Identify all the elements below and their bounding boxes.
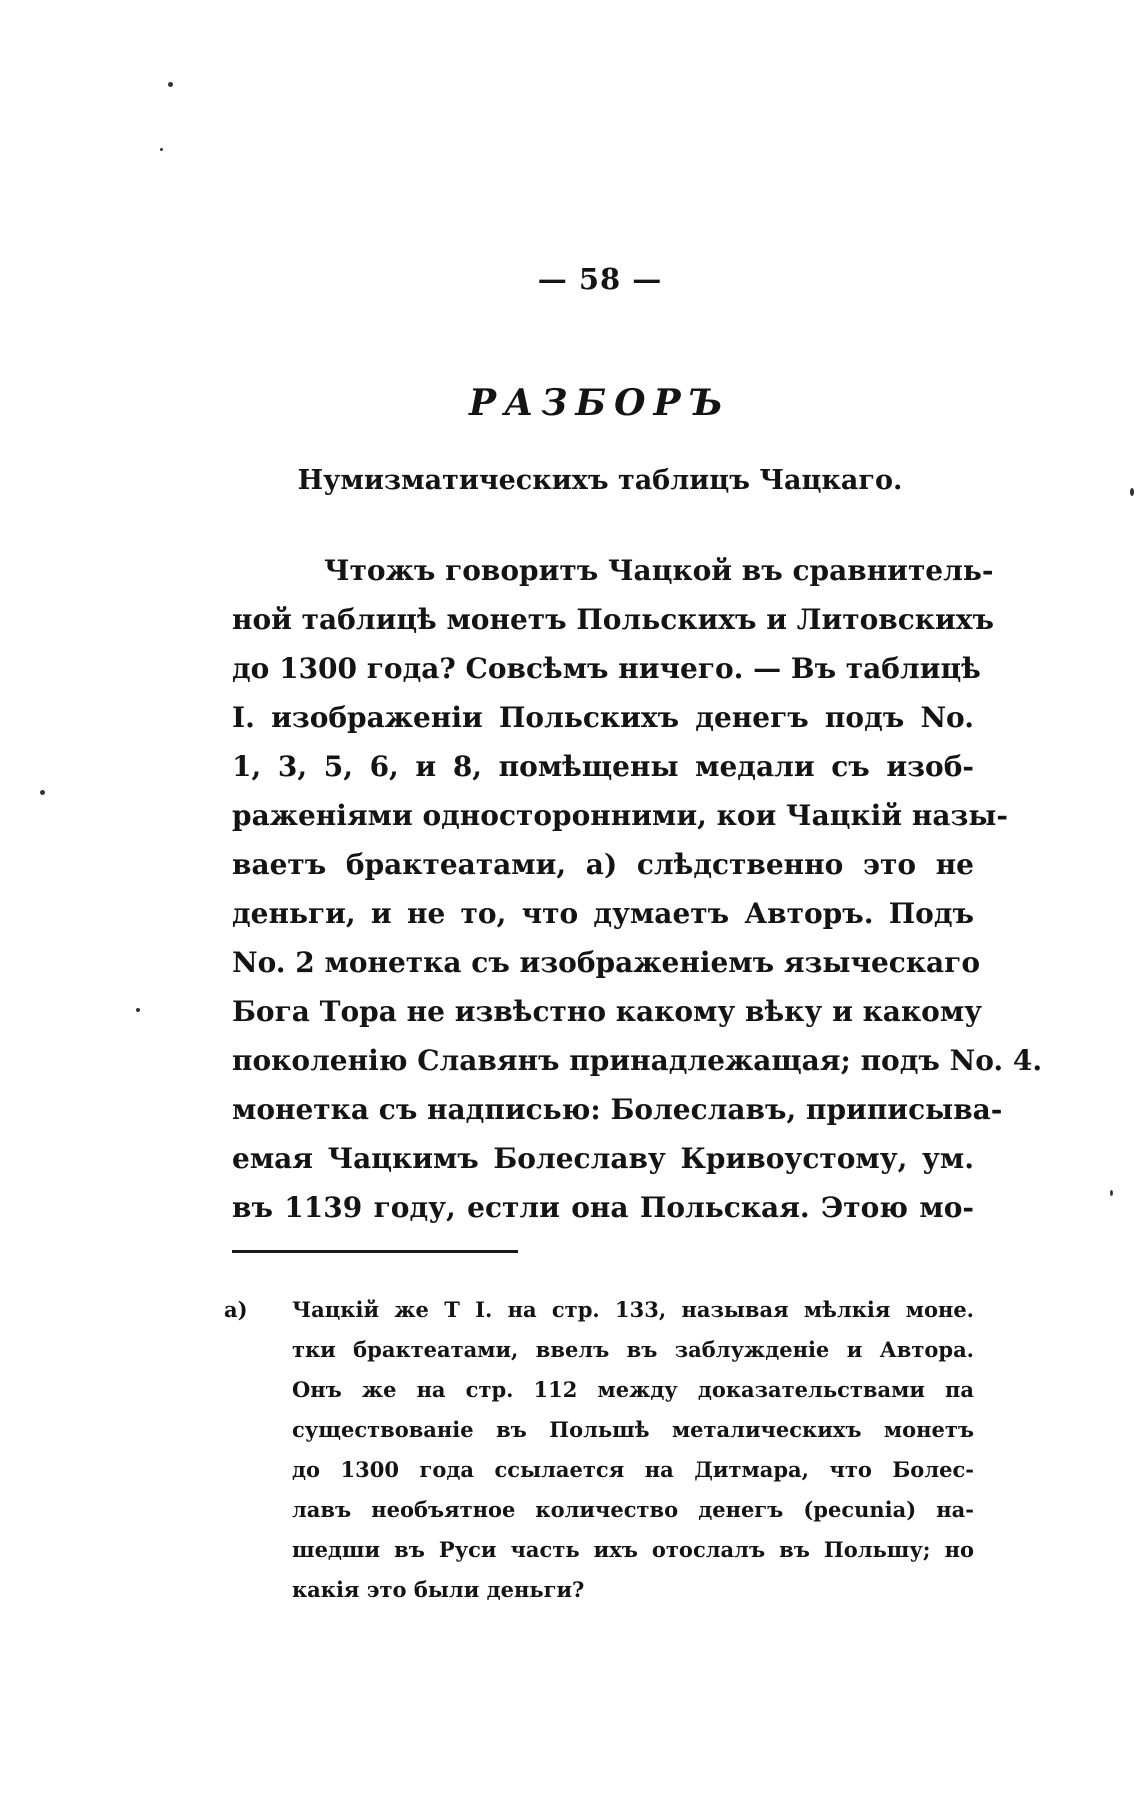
footnote-line: лавъ необъятное количество денегъ (pecunia) на- (292, 1497, 974, 1522)
footnote-line: тки брактеатами, ввелъ въ заблужденіе и Автора. (292, 1337, 974, 1362)
body-line: въ 1139 году, естли она Польская. Этою мо- (232, 1191, 974, 1224)
footnote-line: шедши въ Руси часть ихъ отослалъ въ Польшу; но (292, 1537, 974, 1562)
footnote (224, 1290, 974, 1610)
body-line: No. 2 монетка съ изображеніемъ языческаго (232, 946, 981, 979)
body-line: деньги, и не то, что думаетъ Авторъ. Подъ (232, 897, 974, 930)
scan-speck (1130, 488, 1134, 496)
scan-speck (40, 790, 45, 795)
chapter-title: РАЗБОРЪ (469, 382, 731, 424)
footnote-line: какія это были деньги? (292, 1577, 585, 1602)
body-line: I. изображеніи Польскихъ денегъ подъ No. (232, 701, 974, 734)
footnote-line: Онъ же на стр. 112 между доказательствами па (292, 1377, 974, 1402)
footnote-line: существованіе въ Польшѣ металическихъ монетъ (292, 1417, 974, 1442)
footnote-divider (232, 1250, 518, 1253)
scan-speck (136, 1008, 140, 1012)
footnote-line: Чацкій же Т I. на стр. 133, называя мѣлкія моне. (292, 1297, 974, 1322)
body-line: ваетъ брактеатами, а) слѣдственно это не (232, 848, 974, 881)
footnote-text (292, 1290, 974, 1610)
body-line: ной таблицѣ монетъ Польскихъ и Литовскихъ (232, 603, 994, 636)
body-line: до 1300 года? Совсѣмъ ничего. — Въ таблицѣ (232, 652, 981, 685)
footnote-line: до 1300 года ссылается на Дитмара, что Болес- (292, 1457, 974, 1482)
body-line: Чтожъ говоритъ Чацкой въ сравнитель- (324, 554, 994, 587)
body-line: поколенію Славянъ принадлежащая; подъ No. 4. (232, 1044, 1043, 1077)
scan-speck (1110, 1190, 1113, 1196)
body-line: монетка съ надписью: Болеславъ, приписыва- (232, 1093, 1003, 1126)
body-line: 1, 3, 5, 6, и 8, помѣщены медали съ изоб- (232, 750, 974, 783)
scan-speck (168, 82, 173, 87)
chapter-subtitle: Нумизматическихъ таблицъ Чацкаго. (297, 465, 903, 496)
body-line: раженіями односторонними, кои Чацкій назы- (232, 799, 1009, 832)
body-line: Бога Тора не извѣстно какому вѣку и какому (232, 995, 983, 1028)
body-paragraph (232, 546, 1043, 1232)
page-number: — 58 — (537, 262, 663, 296)
body-line: емая Чацкимъ Болеславу Кривоустому, ум. (232, 1142, 974, 1175)
scan-speck (160, 148, 163, 151)
footnote-marker: а) (224, 1297, 248, 1322)
